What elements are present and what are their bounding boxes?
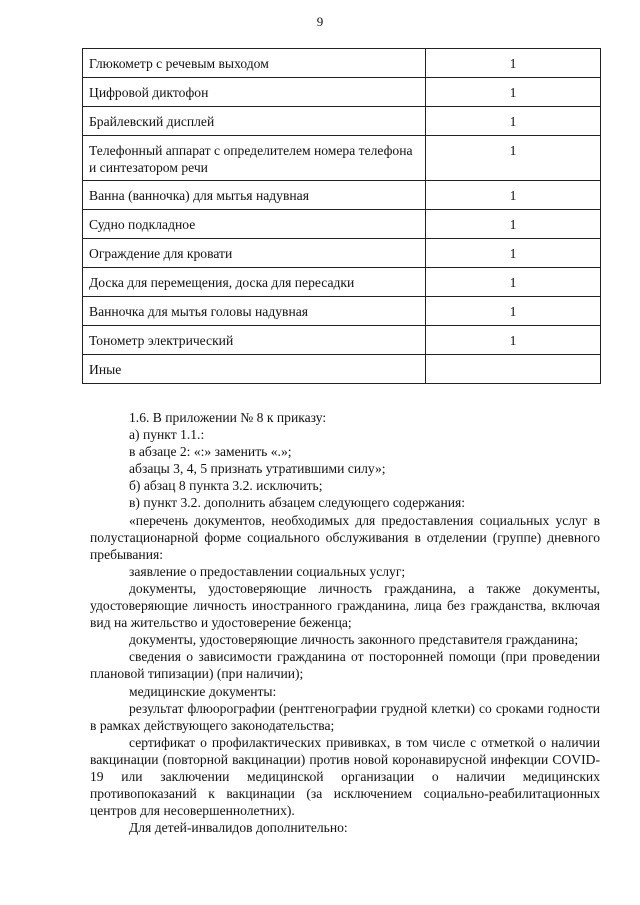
table-row (83, 136, 601, 181)
paragraph: сведения о зависимости гражданина от посторонней помощи (при проведении плановой типизации) (при наличии); (90, 649, 600, 682)
item-name: Судно подкладное (83, 210, 426, 239)
item-qty (426, 355, 601, 384)
paragraph: 1.6. В приложении № 8 к приказу: (129, 410, 327, 425)
equipment-table (82, 48, 601, 384)
item-name: Цифровой диктофон (83, 78, 426, 107)
table-row (83, 49, 601, 78)
item-name: Ванночка для мытья головы надувная (83, 297, 426, 326)
table-row (83, 355, 601, 384)
item-qty: 1 (426, 181, 601, 210)
item-name: Тонометр электрический (83, 326, 426, 355)
table-row (83, 268, 601, 297)
paragraph: в) пункт 3.2. дополнить абзацем следующего содержания: (129, 495, 466, 511)
paragraph: а) пункт 1.1.: (129, 427, 205, 443)
item-qty: 1 (426, 107, 601, 136)
item-qty: 1 (426, 268, 601, 297)
item-name: Брайлевский дисплей (83, 107, 426, 136)
item-qty: 1 (426, 49, 601, 78)
table-row (83, 297, 601, 326)
item-qty: 1 (426, 136, 601, 181)
paragraph: «перечень документов, необходимых для предоставления социальных услуг в полустационарной форме социального обслуживания в отделении (группе) дневного пребывания: (90, 512, 600, 562)
paragraph: результат флюорографии (рентгенографии грудной клетки) со сроками годности в рамках действующего законодательства; (90, 700, 600, 733)
paragraph: Для детей-инвалидов дополнительно: (129, 820, 348, 836)
table-row (83, 78, 601, 107)
item-name: Глюкометр с речевым выходом (83, 49, 426, 78)
item-name: Иные (83, 355, 426, 384)
item-qty: 1 (426, 326, 601, 355)
page-number: 9 (316, 14, 324, 29)
paragraph: абзацы 3, 4, 5 признать утратившими силу»; (129, 461, 386, 477)
paragraph: медицинские документы: (129, 683, 277, 699)
item-qty: 1 (426, 239, 601, 268)
paragraph: в абзаце 2: «:» заменить «.»; (129, 444, 292, 460)
paragraph: документы, удостоверяющие личность законного представителя гражданина; (129, 632, 579, 648)
body-text (90, 409, 600, 836)
table-row (83, 210, 601, 239)
paragraph: заявление о предоставлении социальных услуг; (129, 563, 406, 579)
table-row (83, 326, 601, 355)
paragraph: сертификат о профилактических прививках, в том числе с отметкой о наличии вакцинации (повторной вакцинации) против новой коронавирусной инфекции COVID-19 или заключении медицинской организации о наличии медицинских противопоказаний к вакцинации (за исключением социально-реабилитационных центров для несовершеннолетних). (90, 734, 600, 819)
paragraph: б) абзац 8 пункта 3.2. исключить; (129, 478, 323, 494)
item-name: Телефонный аппарат с определителем номера телефона и синтезатором речи (83, 136, 426, 181)
table-row (83, 107, 601, 136)
item-name: Ограждение для кровати (83, 239, 426, 268)
table-row (83, 239, 601, 268)
item-name: Доска для перемещения, доска для пересадки (83, 268, 426, 297)
item-qty: 1 (426, 210, 601, 239)
item-qty: 1 (426, 78, 601, 107)
item-name: Ванна (ванночка) для мытья надувная (83, 181, 426, 210)
table-row (83, 181, 601, 210)
item-qty: 1 (426, 297, 601, 326)
paragraph: документы, удостоверяющие личность гражданина, а также документы, удостоверяющие личность иностранного гражданина, лица без гражданства, включая вид на жительство и удостоверение беженца; (90, 580, 600, 631)
